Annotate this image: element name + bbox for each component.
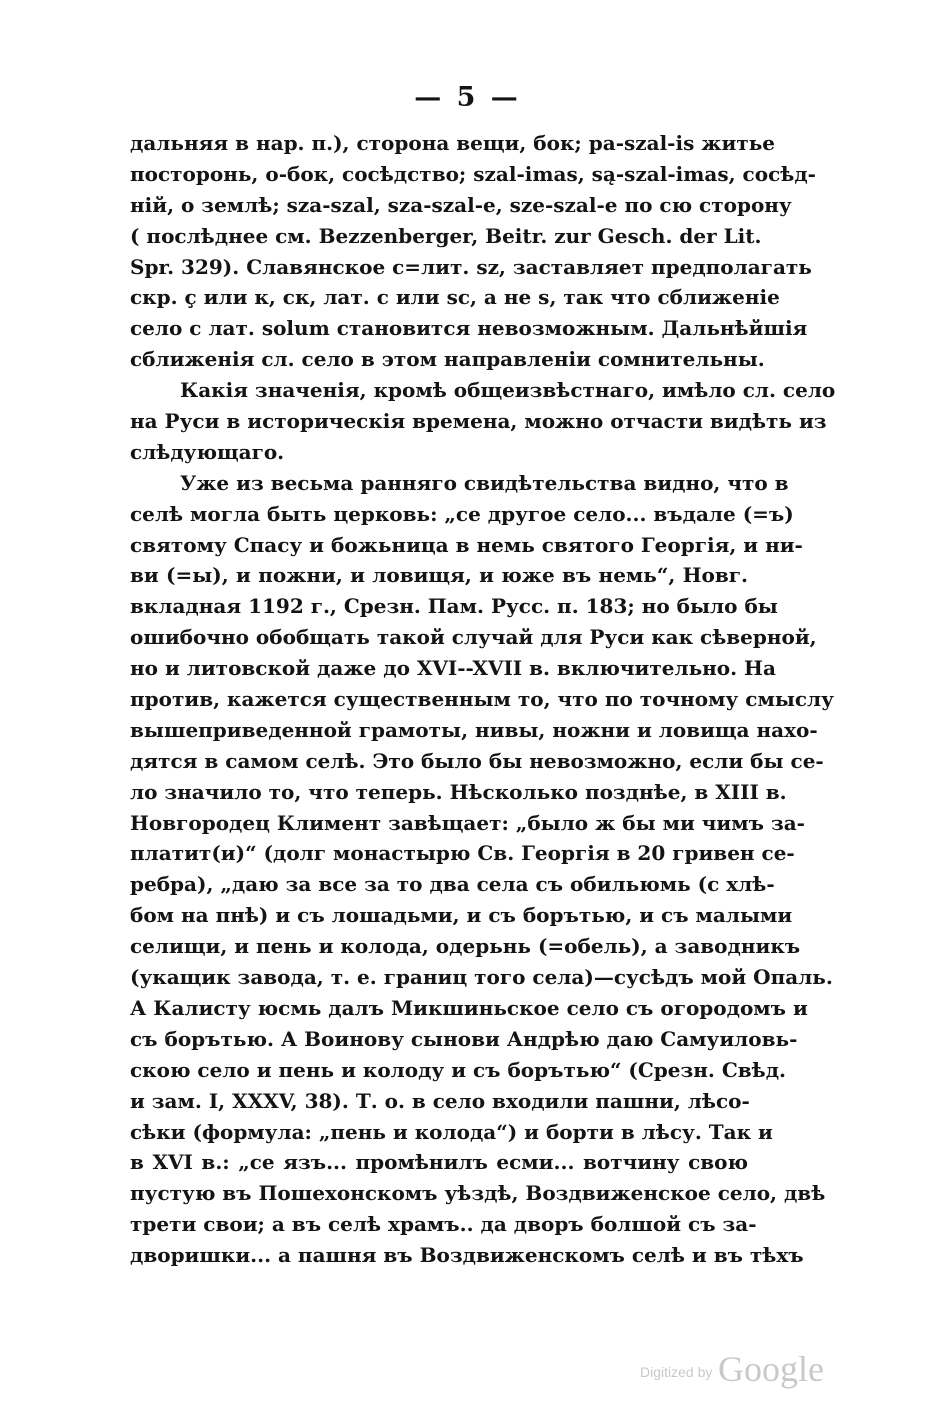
text-line: платит(и)“ (долг монастырю Св. Георгія в 20 гривен се- bbox=[130, 841, 795, 866]
text-line: ви (=ы), и пожни, и ловищя, и юже въ немь“, Новг. bbox=[130, 563, 748, 588]
text-line: святому Спасу и божьница в немь святого Георгія, и ни- bbox=[130, 532, 803, 557]
text-line: и зам. I, XXXV, 38). Т. о. в село входили пашни, лѣсо- bbox=[130, 1088, 750, 1113]
text-line: слѣдующаго. bbox=[130, 439, 285, 464]
text-line: сближенія сл. село в этом направленіи сомнительны. bbox=[130, 347, 765, 372]
text-line: Новгородец Климент завѣщает: „было ж бы ми чимъ за- bbox=[130, 810, 805, 835]
text-line: скою село и пень и колоду и съ борътью“ (Срезн. Свѣд. bbox=[130, 1057, 787, 1082]
digitized-watermark bbox=[640, 1348, 830, 1388]
body-text bbox=[130, 128, 836, 1271]
text-line: скр. ç или к, ск, лат. c или sc, а не s, так что сближеніе bbox=[130, 285, 780, 310]
text-line: трети свои; а въ селѣ храмъ.. да дворъ болшой съ за- bbox=[130, 1212, 757, 1237]
text-line: селѣ могла быть церковь: „се другое село... въдале (=ъ) bbox=[130, 501, 794, 526]
text-line: Уже из весьма ранняго свидѣтельства видно, что в bbox=[180, 470, 789, 495]
text-line: пустую въ Пошехонскомъ уѣздѣ, Воздвиженское село, двѣ bbox=[130, 1181, 826, 1206]
text-line: бом на пнѣ) и съ лошадьми, и съ борътью, и съ малыми bbox=[130, 903, 793, 928]
text-line: ( послѣднее см. Bezzenberger, Beitr. zur Gesch. der Lit. bbox=[130, 223, 762, 248]
text-line: (укащик завода, т. е. границ того села)—сусѣдъ мой Опаль. bbox=[130, 965, 833, 990]
text-line: ошибочно обобщать такой случай для Руси как сѣверной, bbox=[130, 625, 817, 650]
text-line: вышеприведенной грамоты, нивы, ножни и ловища нахо- bbox=[130, 717, 818, 742]
text-line: дворишки... а пашня въ Воздвиженскомъ селѣ и въ тѣхъ bbox=[130, 1243, 804, 1268]
google-logo: Google bbox=[718, 1349, 824, 1389]
text-line: ло значило то, что теперь. Нѣсколько позднѣе, в XIII в. bbox=[130, 779, 787, 804]
text-line: на Руси в историческія времена, можно отчасти видѣть из bbox=[130, 409, 827, 434]
text-line: но и литовской даже до XVI--XVII в. включительно. На bbox=[130, 656, 776, 681]
text-line: дятся в самом селѣ. Это было бы невозможно, если бы се- bbox=[130, 748, 824, 773]
page-number: — 5 — bbox=[414, 82, 521, 113]
text-line: посторонь, о-бок, сосѣдство; szal-imas, są-szal-imas, сосѣд- bbox=[130, 161, 816, 186]
text-line: дальняя в нар. п.), сторона вещи, бок; pa-szal-is житье bbox=[130, 131, 776, 155]
text-line: Spr. 329). Славянское с=лит. sz, заставляет предполагать bbox=[130, 254, 812, 279]
text-line: съ борътью. А Воинову сынови Андрѣю даю Самуиловь- bbox=[130, 1026, 798, 1051]
text-line: вкладная 1192 г., Срезн. Пам. Русс. п. 183; но было бы bbox=[130, 594, 778, 619]
text-line: в XVI в.: „се язъ... промѣнилъ есми... вотчину свою bbox=[130, 1150, 748, 1175]
text-line: село с лат. solum становится невозможным. Дальнѣйшія bbox=[130, 316, 808, 341]
text-line: А Калисту юсмь далъ Микшиньское село съ огородомъ и bbox=[130, 995, 808, 1020]
text-line: Какія значенія, кромѣ общеизвѣстнаго, имѣло сл. село bbox=[180, 378, 836, 403]
text-line: ній, о землѣ; sza-szal, sza-szal-e, sze-szal-e по сю сторону bbox=[130, 192, 792, 217]
text-line: сѣки (формула: „пень и колода“) и борти в лѣсу. Так и bbox=[130, 1119, 773, 1144]
watermark-prefix: Digitized by bbox=[640, 1364, 713, 1380]
text-line: селищи, и пень и колода, одерьнь (=обель), а заводникъ bbox=[130, 934, 801, 959]
text-line: ребра), „даю за все за то два села съ обильюмь (с хлѣ- bbox=[130, 872, 775, 897]
text-line: против, кажется существенным то, что по точному смыслу bbox=[130, 687, 834, 712]
